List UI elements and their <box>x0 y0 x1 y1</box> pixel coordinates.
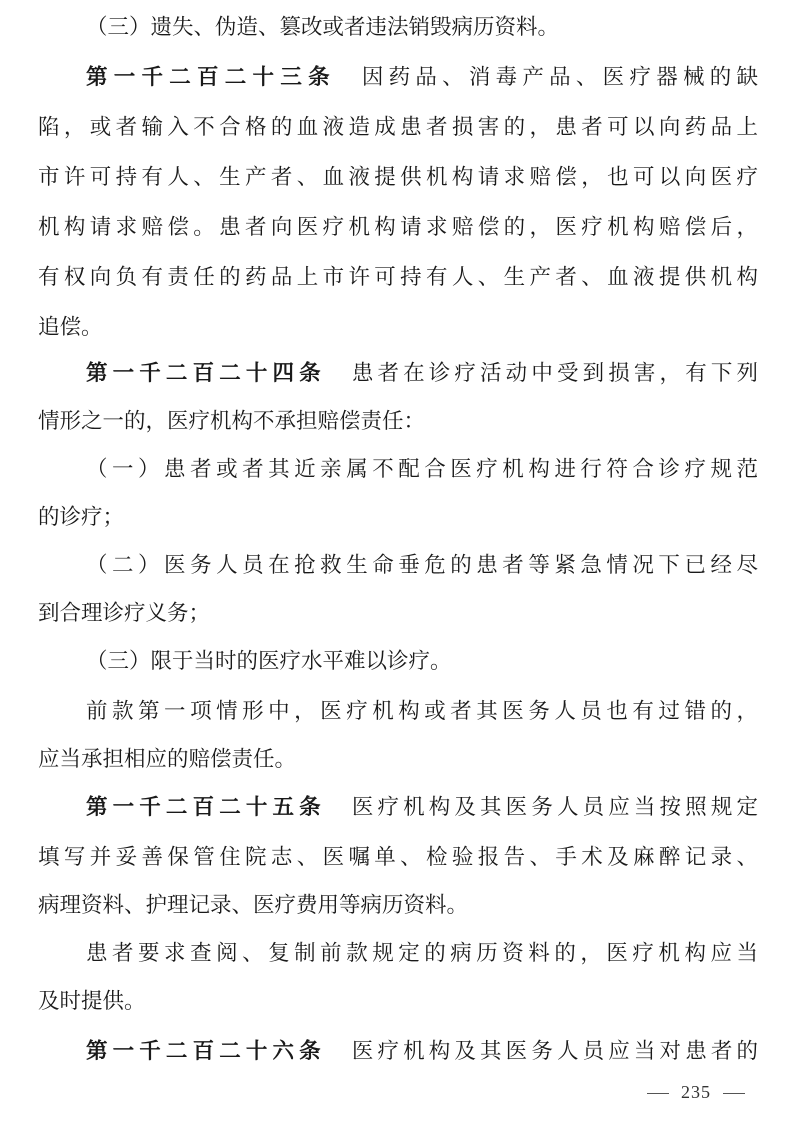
text-line <box>86 542 758 590</box>
text-line <box>38 104 758 152</box>
line-text: 到合理诊疗义务； <box>38 601 211 626</box>
text-line <box>38 978 758 1026</box>
line-text: 有权向负有责任的药品上市许可持有人、生产者、血液提供机构 <box>38 265 758 290</box>
line-text: 市许可持有人、生产者、血液提供机构请求赔偿，也可以向医疗 <box>38 165 758 190</box>
line-text: 机构请求赔偿。患者向医疗机构请求赔偿的，医疗机构赔偿后， <box>38 215 758 240</box>
line-text: （三）限于当时的医疗水平难以诊疗。 <box>86 649 452 674</box>
line-text: 患者在诊疗活动中受到损害，有下列 <box>351 361 758 386</box>
text-line <box>38 590 758 638</box>
text-line <box>38 204 758 252</box>
article-1223-heading <box>86 54 758 102</box>
article-1224-heading <box>86 350 758 398</box>
line-text: 的诊疗； <box>38 505 125 530</box>
line-text: 应当承担相应的赔偿责任。 <box>38 747 297 772</box>
text-line <box>38 834 758 882</box>
line-text: 医疗机构及其医务人员应当按照规定 <box>351 795 758 820</box>
article-number: 第一千二百二十三条 <box>86 65 336 90</box>
text-line <box>86 4 758 52</box>
text-line <box>86 446 758 494</box>
line-text: 情形之一的，医疗机构不承担赔偿责任： <box>38 409 426 434</box>
line-text: 及时提供。 <box>38 989 146 1014</box>
text-line <box>38 304 758 352</box>
footer-dash-right <box>723 1093 745 1094</box>
text-line <box>86 930 758 978</box>
page-number: 235 <box>681 1082 711 1102</box>
text-line <box>86 688 758 736</box>
text-line <box>38 882 758 930</box>
line-text: 填写并妥善保管住院志、医嘱单、检验报告、手术及麻醉记录、 <box>38 845 758 870</box>
article-number: 第一千二百二十四条 <box>86 361 326 386</box>
line-text: 前款第一项情形中，医疗机构或者其医务人员也有过错的， <box>86 699 758 724</box>
article-1226-heading <box>86 1028 758 1076</box>
line-text: 患者要求查阅、复制前款规定的病历资料的，医疗机构应当 <box>86 941 758 966</box>
line-text: 病理资料、护理记录、医疗费用等病历资料。 <box>38 893 469 918</box>
text-line <box>38 254 758 302</box>
text-line <box>38 398 758 446</box>
line-text: 因药品、消毒产品、医疗器械的缺 <box>361 65 758 90</box>
line-text: （三）遗失、伪造、篡改或者违法销毁病历资料。 <box>86 15 560 40</box>
text-line <box>86 638 758 686</box>
line-text: 追偿。 <box>38 315 103 340</box>
article-1225-heading <box>86 784 758 832</box>
article-number: 第一千二百二十五条 <box>86 795 326 820</box>
page-footer <box>635 1082 757 1103</box>
line-text: 陷，或者输入不合格的血液造成患者损害的，患者可以向药品上 <box>38 115 758 140</box>
line-text: （二）医务人员在抢救生命垂危的患者等紧急情况下已经尽 <box>86 553 758 578</box>
text-line <box>38 736 758 784</box>
text-line <box>38 154 758 202</box>
line-text: 医疗机构及其医务人员应当对患者的 <box>351 1039 758 1064</box>
text-line <box>38 494 758 542</box>
line-text: （一）患者或者其近亲属不配合医疗机构进行符合诊疗规范 <box>86 457 758 482</box>
footer-dash-left <box>647 1093 669 1094</box>
article-number: 第一千二百二十六条 <box>86 1039 326 1064</box>
